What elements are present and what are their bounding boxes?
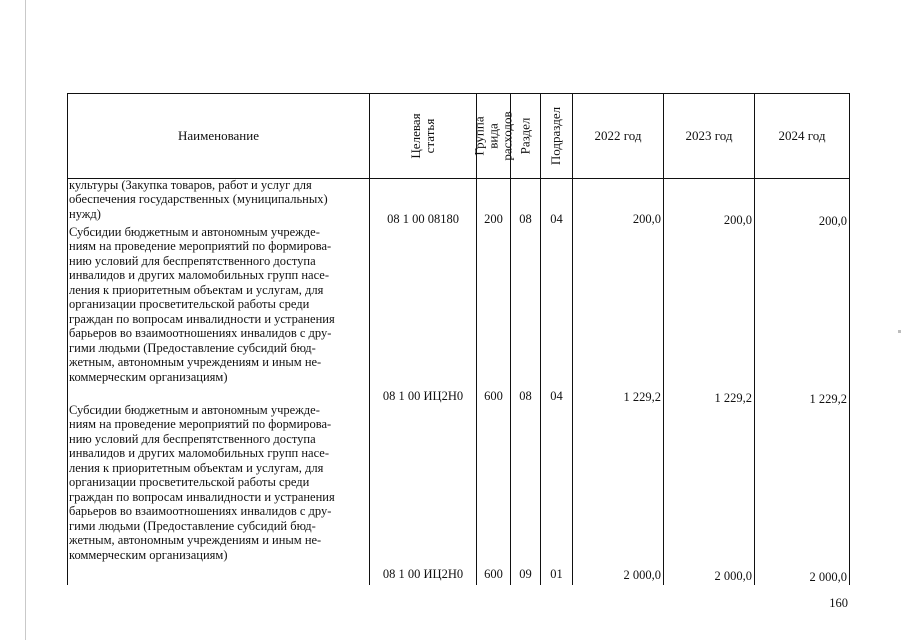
- row-3-line-1: Субсидии бюджетным и автономным учрежде-: [69, 403, 320, 417]
- row-1-2024: 200,0: [818, 214, 847, 228]
- row-2-line-4: инвалидов и других маломобильных групп насе-: [69, 268, 329, 283]
- row-1-target-article: 08 1 00 08180: [387, 212, 459, 226]
- scan-artifact-dot: [898, 330, 901, 333]
- row-3-line-9: гими людьми (Предоставление субсидий бюд-: [69, 518, 316, 533]
- row-3-line-11: коммерческим организациям): [69, 547, 228, 562]
- row-2-section: 08: [519, 389, 532, 403]
- header-name: Наименование: [178, 128, 259, 143]
- row-1-name: [69, 178, 368, 221]
- row-2-expense-group: 600: [484, 389, 503, 403]
- row-3-line-3: нию условий для беспрепятственного доступа: [69, 431, 316, 446]
- header-subsection: Подраздел: [548, 106, 564, 166]
- header-expense-group: Группа вида расходов: [471, 111, 515, 161]
- row-2-2023: 1 229,2: [714, 391, 752, 405]
- header-section: Раздел: [517, 117, 533, 155]
- col-line-8: [849, 93, 850, 585]
- scan-edge-line: [25, 0, 26, 640]
- row-2-line-10: жетным, автономным учреждениям и иным не-: [69, 355, 322, 370]
- row-3-2024: 2 000,0: [809, 570, 847, 584]
- row-2-subsection: 04: [550, 389, 563, 403]
- row-1-subsection: 04: [550, 212, 563, 226]
- row-3-line-8: барьеров во взаимоотношениях инвалидов с дру-: [69, 504, 332, 519]
- row-2-line-1: Субсидии бюджетным и автономным учрежде-: [69, 225, 320, 239]
- row-3-line-4: инвалидов и других маломобильных групп насе-: [69, 446, 329, 461]
- row-2-line-5: ления к приоритетным объектам и услугам, для: [69, 282, 324, 297]
- row-2-line-3: нию условий для беспрепятственного доступа: [69, 253, 316, 268]
- row-3-subsection: 01: [550, 567, 563, 581]
- row-2-line-7: граждан по вопросам инвалидности и устранения: [69, 311, 335, 326]
- row-2-line-2: ниям на проведение мероприятий по формирова-: [69, 239, 332, 254]
- row-2-2024: 1 229,2: [809, 392, 847, 406]
- row-1-expense-group: 200: [484, 212, 503, 226]
- header-2023: 2023 год: [685, 128, 733, 143]
- row-1-2022: 200,0: [632, 212, 661, 226]
- row-3-line-6: организации просветительской работы среди: [69, 475, 310, 490]
- row-3-line-2: ниям на проведение мероприятий по формирова-: [69, 417, 332, 432]
- row-2-name: [69, 225, 368, 384]
- row-2-line-9: гими людьми (Предоставление субсидий бюд-: [69, 340, 316, 355]
- row-1-line-1: культуры (Закупка товаров, работ и услуг для: [69, 178, 312, 192]
- row-3-target-article: 08 1 00 ИЦ2Н0: [382, 567, 464, 581]
- row-3-line-5: ления к приоритетным объектам и услугам, для: [69, 460, 324, 475]
- row-3-expense-group: 600: [484, 567, 503, 581]
- row-3-2023: 2 000,0: [714, 569, 752, 583]
- row-2-line-8: барьеров во взаимоотношениях инвалидов с дру-: [69, 326, 332, 341]
- header-2022: 2022 год: [594, 128, 642, 143]
- header-target-article: Целевая статья: [408, 113, 437, 159]
- header-2024: 2024 год: [778, 128, 826, 143]
- row-2-line-6: организации просветительской работы среди: [69, 297, 310, 312]
- row-1-2023: 200,0: [723, 213, 752, 227]
- budget-table: [67, 93, 850, 585]
- row-3-name: [69, 403, 368, 562]
- row-1-line-3: нужд): [69, 206, 101, 221]
- row-2-2022: 1 229,2: [623, 390, 661, 404]
- row-3-section: 09: [519, 567, 532, 581]
- row-2-target-article: 08 1 00 ИЦ2Н0: [382, 389, 464, 403]
- row-3-2022: 2 000,0: [623, 568, 661, 582]
- row-3-line-10: жетным, автономным учреждениям и иным не-: [69, 533, 322, 548]
- row-1-section: 08: [519, 212, 532, 226]
- page-number: 160: [829, 596, 848, 610]
- row-2-line-11: коммерческим организациям): [69, 369, 228, 384]
- row-3-line-7: граждан по вопросам инвалидности и устранения: [69, 489, 335, 504]
- row-1-line-2: обеспечения государственных (муниципальных): [69, 192, 328, 207]
